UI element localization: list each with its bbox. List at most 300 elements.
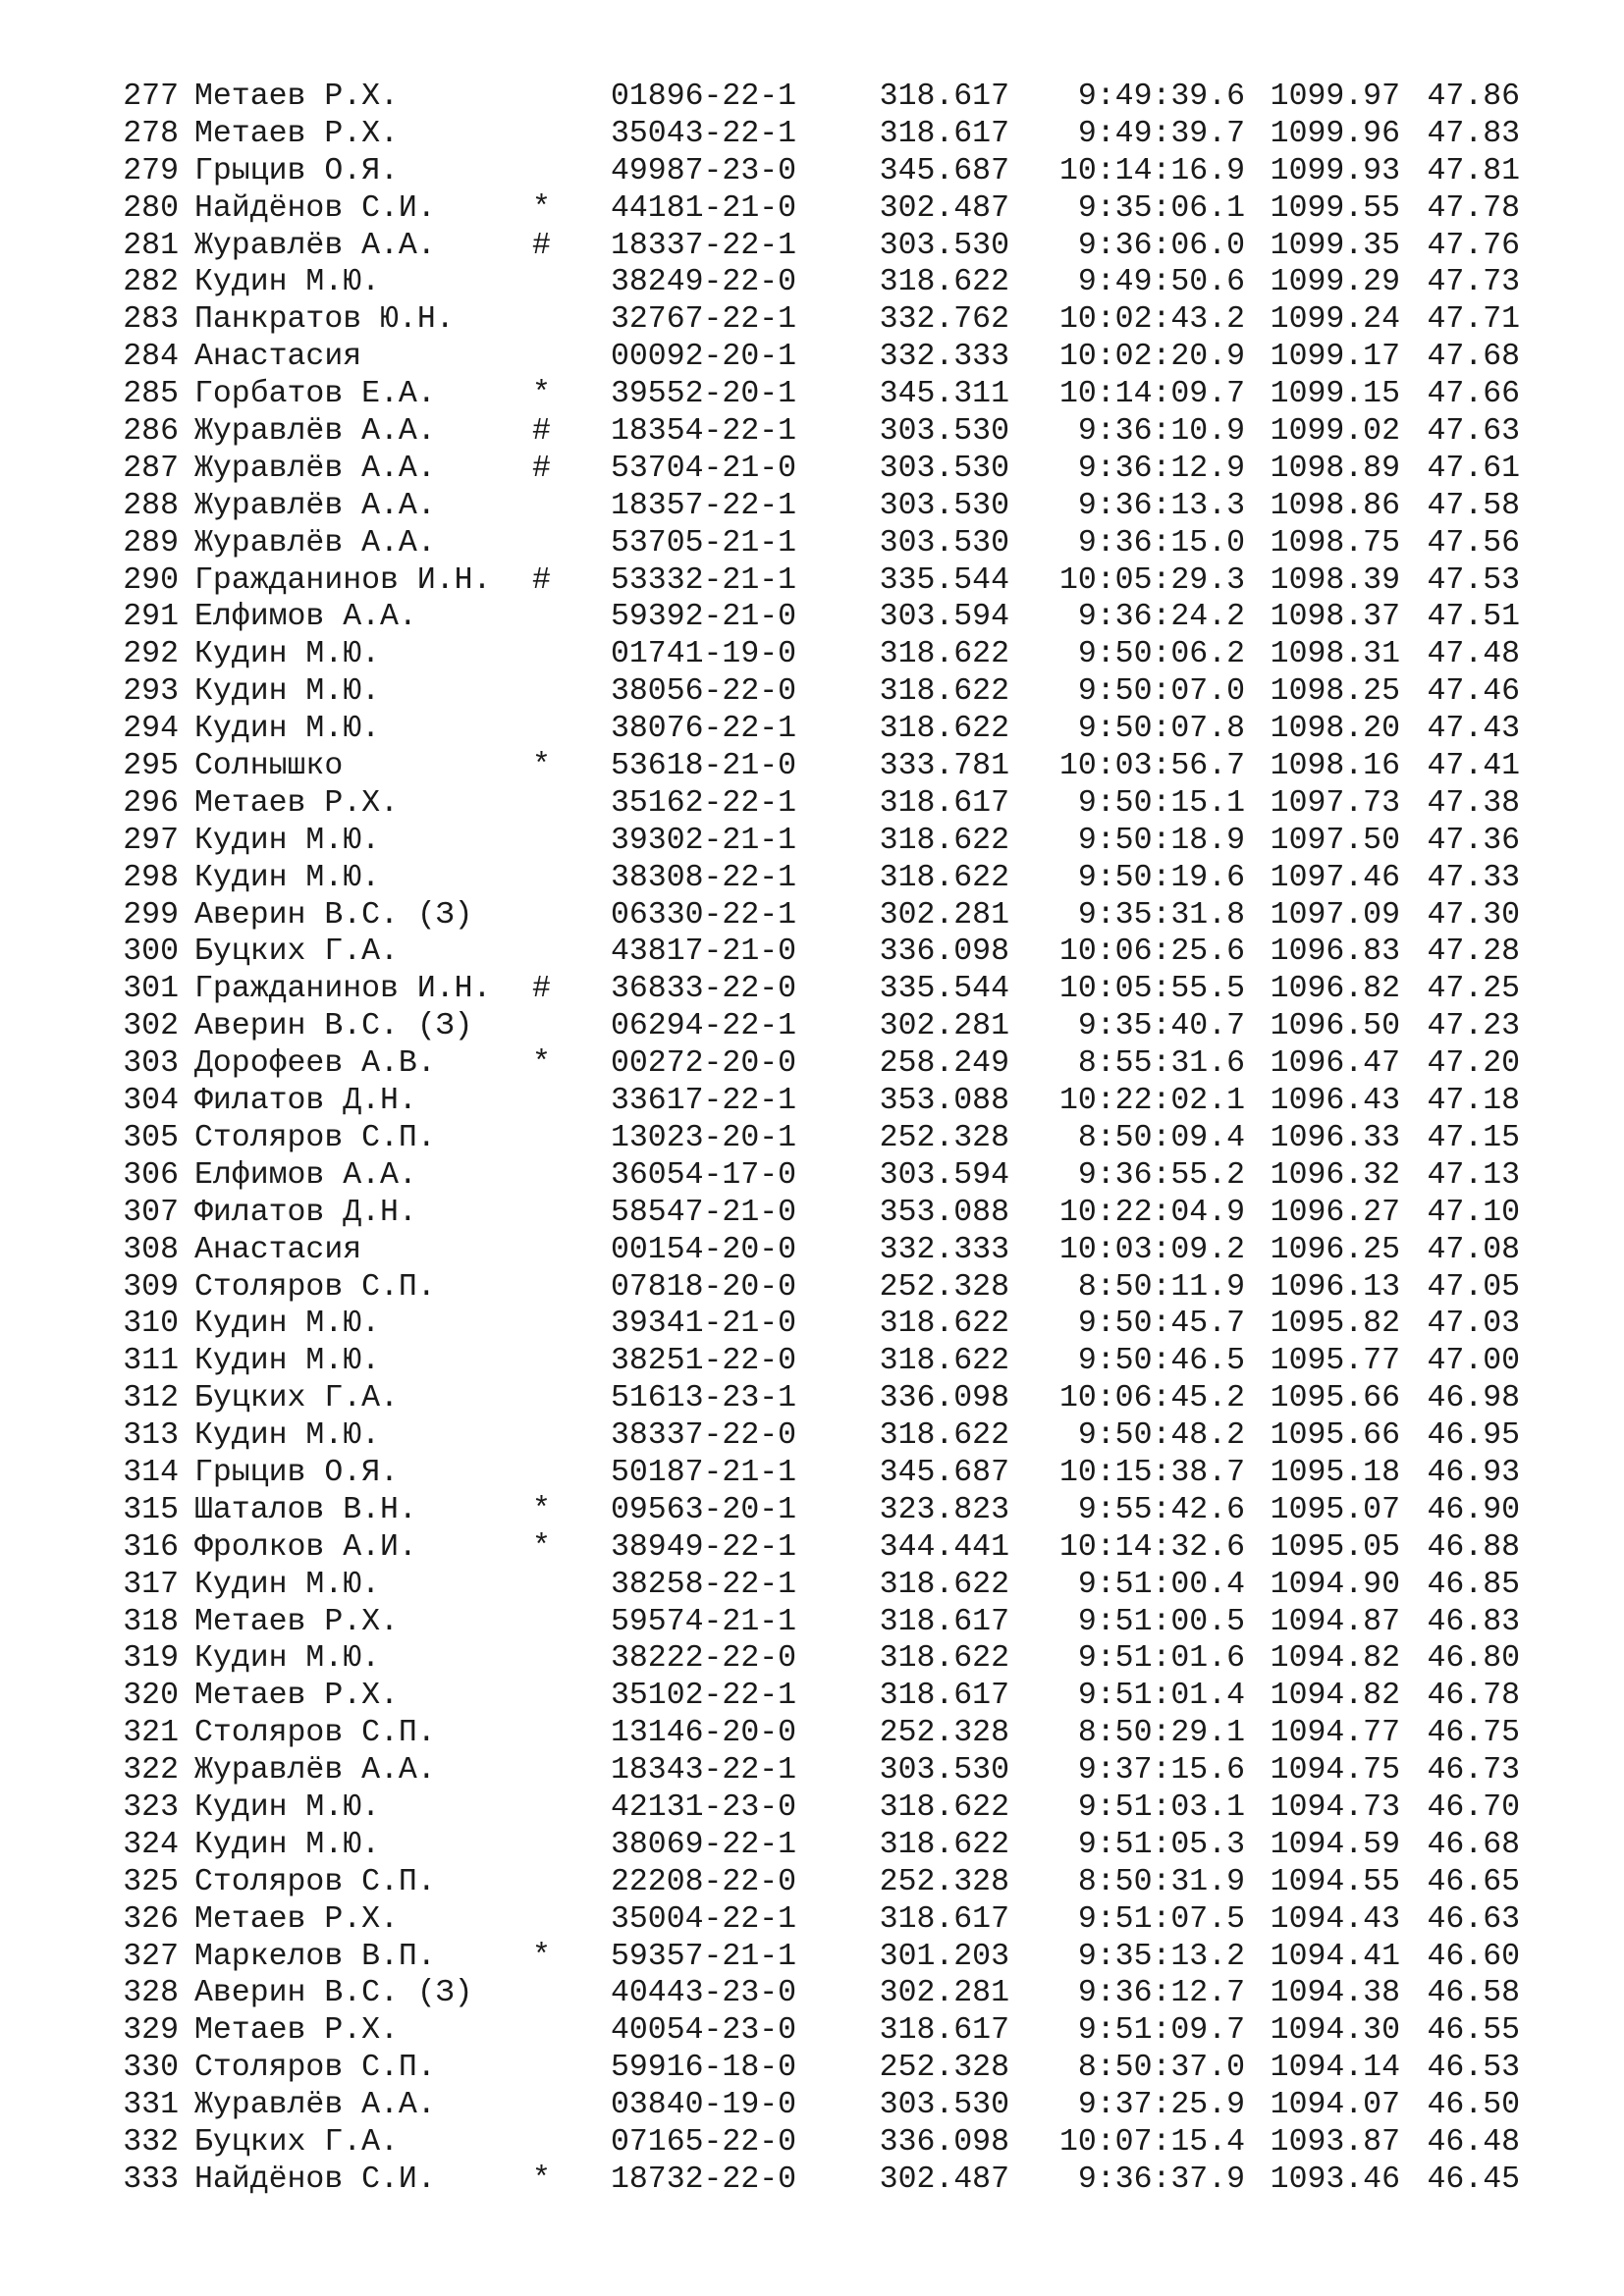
- row-number: 298: [123, 860, 179, 895]
- ring-number: 07818-20-0: [611, 1269, 797, 1305]
- coefficient: 46.50: [1427, 2088, 1520, 2123]
- arrival-time: 9:49:39.6: [1077, 80, 1245, 114]
- fancier-name: Столяров С.П.: [194, 1120, 436, 1155]
- coefficient: 47.43: [1427, 712, 1520, 747]
- status-mark: *: [532, 1939, 551, 1974]
- speed: 1094.82: [1270, 1641, 1400, 1677]
- coefficient: 47.05: [1427, 1269, 1520, 1305]
- fancier-name: Столяров С.П.: [194, 1716, 436, 1751]
- coefficient: 46.45: [1427, 2162, 1520, 2197]
- coefficient: 47.71: [1427, 302, 1520, 338]
- ring-number: 58547-21-0: [611, 1195, 797, 1230]
- fancier-name: Грыцив О.Я.: [194, 153, 399, 188]
- row-number: 306: [123, 1157, 179, 1193]
- coefficient: 46.98: [1427, 1381, 1520, 1416]
- speed: 1096.83: [1270, 934, 1400, 970]
- speed: 1093.46: [1270, 2162, 1400, 2197]
- distance: 335.544: [879, 972, 1009, 1007]
- fancier-name: Кудин М.Ю.: [194, 1344, 381, 1379]
- speed: 1099.15: [1270, 377, 1400, 412]
- row-number: 326: [123, 1901, 179, 1937]
- speed: 1095.05: [1270, 1529, 1400, 1565]
- speed: 1098.31: [1270, 637, 1400, 672]
- ring-number: 40443-23-0: [611, 1976, 797, 2011]
- distance: 318.622: [879, 823, 1009, 858]
- distance: 318.622: [879, 1827, 1009, 1862]
- fancier-name: Журавлёв А.А.: [194, 525, 436, 561]
- status-mark: #: [532, 414, 551, 450]
- distance: 258.249: [879, 1046, 1009, 1082]
- speed: 1098.25: [1270, 674, 1400, 710]
- row-number: 322: [123, 1753, 179, 1789]
- ring-number: 43817-21-0: [611, 934, 797, 970]
- distance: 318.622: [879, 265, 1009, 300]
- distance: 303.530: [879, 1753, 1009, 1789]
- arrival-time: 10:07:15.4: [1058, 2124, 1245, 2160]
- speed: 1095.66: [1270, 1381, 1400, 1416]
- fancier-name: Метаев Р.Х.: [194, 80, 399, 114]
- row-number: 310: [123, 1307, 179, 1342]
- speed: 1094.59: [1270, 1827, 1400, 1862]
- fancier-name: Журавлёв А.А.: [194, 488, 436, 523]
- speed: 1094.43: [1270, 1901, 1400, 1937]
- arrival-time: 10:14:09.7: [1058, 377, 1245, 412]
- speed: 1096.43: [1270, 1084, 1400, 1119]
- fancier-name: Аверин В.С. (З): [194, 1976, 473, 2011]
- arrival-time: 9:36:10.9: [1077, 414, 1245, 450]
- row-number: 278: [123, 116, 179, 151]
- distance: 353.088: [879, 1084, 1009, 1119]
- row-number: 313: [123, 1418, 179, 1454]
- speed: 1099.35: [1270, 228, 1400, 263]
- status-mark: #: [532, 228, 551, 263]
- fancier-name: Аверин В.С. (З): [194, 1009, 473, 1044]
- fancier-name: Метаев Р.Х.: [194, 1901, 399, 1937]
- ring-number: 36833-22-0: [611, 972, 797, 1007]
- fancier-name: Грыцив О.Я.: [194, 1455, 399, 1490]
- arrival-time: 9:50:18.9: [1077, 823, 1245, 858]
- distance: 303.530: [879, 488, 1009, 523]
- fancier-name: Кудин М.Ю.: [194, 674, 381, 710]
- row-number: 325: [123, 1864, 179, 1899]
- arrival-time: 8:50:11.9: [1077, 1269, 1245, 1305]
- speed: 1099.55: [1270, 190, 1400, 226]
- distance: 333.781: [879, 749, 1009, 784]
- arrival-time: 10:06:25.6: [1058, 934, 1245, 970]
- row-number: 314: [123, 1455, 179, 1490]
- distance: 303.530: [879, 525, 1009, 561]
- distance: 303.530: [879, 414, 1009, 450]
- row-number: 321: [123, 1716, 179, 1751]
- distance: 332.333: [879, 1232, 1009, 1267]
- arrival-time: 9:51:01.6: [1077, 1641, 1245, 1677]
- distance: 323.823: [879, 1492, 1009, 1527]
- speed: 1094.82: [1270, 1679, 1400, 1714]
- coefficient: 46.88: [1427, 1529, 1520, 1565]
- ring-number: 00272-20-0: [611, 1046, 797, 1082]
- distance: 318.617: [879, 1604, 1009, 1639]
- speed: 1099.96: [1270, 116, 1400, 151]
- distance: 318.617: [879, 785, 1009, 821]
- speed: 1096.25: [1270, 1232, 1400, 1267]
- coefficient: 47.66: [1427, 377, 1520, 412]
- ring-number: 38337-22-0: [611, 1418, 797, 1454]
- status-mark: #: [532, 451, 551, 486]
- distance: 344.441: [879, 1529, 1009, 1565]
- fancier-name: Журавлёв А.А.: [194, 1753, 436, 1789]
- speed: 1096.27: [1270, 1195, 1400, 1230]
- coefficient: 47.68: [1427, 340, 1520, 375]
- speed: 1096.13: [1270, 1269, 1400, 1305]
- ring-number: 00092-20-1: [611, 340, 797, 375]
- coefficient: 47.18: [1427, 1084, 1520, 1119]
- speed: 1095.07: [1270, 1492, 1400, 1527]
- status-mark: *: [532, 1529, 551, 1565]
- distance: 252.328: [879, 1269, 1009, 1305]
- ring-number: 38056-22-0: [611, 674, 797, 710]
- ring-number: 53332-21-1: [611, 562, 797, 598]
- coefficient: 47.76: [1427, 228, 1520, 263]
- distance: 302.281: [879, 1976, 1009, 2011]
- ring-number: 59574-21-1: [611, 1604, 797, 1639]
- coefficient: 46.80: [1427, 1641, 1520, 1677]
- distance: 303.530: [879, 2088, 1009, 2123]
- coefficient: 47.61: [1427, 451, 1520, 486]
- row-number: 293: [123, 674, 179, 710]
- coefficient: 47.13: [1427, 1157, 1520, 1193]
- fancier-name: Кудин М.Ю.: [194, 265, 381, 300]
- speed: 1098.37: [1270, 600, 1400, 635]
- row-number: 304: [123, 1084, 179, 1119]
- coefficient: 47.78: [1427, 190, 1520, 226]
- row-number: 308: [123, 1232, 179, 1267]
- distance: 318.617: [879, 80, 1009, 114]
- ring-number: 40054-23-0: [611, 2013, 797, 2049]
- row-number: 284: [123, 340, 179, 375]
- coefficient: 46.73: [1427, 1753, 1520, 1789]
- ring-number: 50187-21-1: [611, 1455, 797, 1490]
- arrival-time: 10:05:29.3: [1058, 562, 1245, 598]
- speed: 1095.66: [1270, 1418, 1400, 1454]
- ring-number: 59916-18-0: [611, 2051, 797, 2086]
- arrival-time: 9:50:07.8: [1077, 712, 1245, 747]
- distance: 252.328: [879, 1864, 1009, 1899]
- fancier-name: Гражданинов И.Н.: [194, 972, 492, 1007]
- speed: 1099.93: [1270, 153, 1400, 188]
- row-number: 315: [123, 1492, 179, 1527]
- coefficient: 46.58: [1427, 1976, 1520, 2011]
- coefficient: 46.93: [1427, 1455, 1520, 1490]
- fancier-name: Солнышко: [194, 749, 344, 784]
- fancier-name: Филатов Д.Н.: [194, 1195, 417, 1230]
- arrival-time: 9:50:19.6: [1077, 860, 1245, 895]
- coefficient: 47.28: [1427, 934, 1520, 970]
- row-number: 277: [123, 80, 179, 114]
- fancier-name: Анастасия: [194, 1232, 362, 1267]
- speed: 1099.17: [1270, 340, 1400, 375]
- arrival-time: 10:03:09.2: [1058, 1232, 1245, 1267]
- fancier-name: Кудин М.Ю.: [194, 1567, 381, 1602]
- ring-number: 33617-22-1: [611, 1084, 797, 1119]
- ring-number: 53705-21-1: [611, 525, 797, 561]
- speed: 1099.29: [1270, 265, 1400, 300]
- ring-number: 38258-22-1: [611, 1567, 797, 1602]
- distance: 318.622: [879, 1344, 1009, 1379]
- speed: 1094.77: [1270, 1716, 1400, 1751]
- fancier-name: Анастасия: [194, 340, 362, 375]
- speed: 1094.41: [1270, 1939, 1400, 1974]
- fancier-name: Буцких Г.А.: [194, 1381, 399, 1416]
- speed: 1095.18: [1270, 1455, 1400, 1490]
- arrival-time: 9:35:13.2: [1077, 1939, 1245, 1974]
- speed: 1098.86: [1270, 488, 1400, 523]
- coefficient: 47.81: [1427, 153, 1520, 188]
- distance: 336.098: [879, 2124, 1009, 2160]
- distance: 318.622: [879, 674, 1009, 710]
- ring-number: 44181-21-0: [611, 190, 797, 226]
- row-number: 309: [123, 1269, 179, 1305]
- fancier-name: Журавлёв А.А.: [194, 2088, 436, 2123]
- arrival-time: 10:15:38.7: [1058, 1455, 1245, 1490]
- ring-number: 00154-20-0: [611, 1232, 797, 1267]
- coefficient: 47.41: [1427, 749, 1520, 784]
- ring-number: 53618-21-0: [611, 749, 797, 784]
- row-number: 285: [123, 377, 179, 412]
- row-number: 327: [123, 1939, 179, 1974]
- ring-number: 42131-23-0: [611, 1789, 797, 1825]
- speed: 1095.82: [1270, 1307, 1400, 1342]
- arrival-time: 9:51:03.1: [1077, 1789, 1245, 1825]
- fancier-name: Горбатов Е.А.: [194, 377, 436, 412]
- coefficient: 47.23: [1427, 1009, 1520, 1044]
- row-number: 299: [123, 897, 179, 933]
- coefficient: 46.65: [1427, 1864, 1520, 1899]
- distance: 345.687: [879, 1455, 1009, 1490]
- ring-number: 38222-22-0: [611, 1641, 797, 1677]
- row-number: 305: [123, 1120, 179, 1155]
- fancier-name: Журавлёв А.А.: [194, 414, 436, 450]
- distance: 302.281: [879, 1009, 1009, 1044]
- arrival-time: 9:51:00.5: [1077, 1604, 1245, 1639]
- row-number: 290: [123, 562, 179, 598]
- row-number: 301: [123, 972, 179, 1007]
- arrival-time: 9:37:15.6: [1077, 1753, 1245, 1789]
- speed: 1094.75: [1270, 1753, 1400, 1789]
- ring-number: 18354-22-1: [611, 414, 797, 450]
- fancier-name: Кудин М.Ю.: [194, 1418, 381, 1454]
- coefficient: 47.83: [1427, 116, 1520, 151]
- fancier-name: Гражданинов И.Н.: [194, 562, 492, 598]
- fancier-name: Столяров С.П.: [194, 1269, 436, 1305]
- row-number: 288: [123, 488, 179, 523]
- status-mark: #: [532, 972, 551, 1007]
- fancier-name: Шаталов В.Н.: [194, 1492, 417, 1527]
- coefficient: 46.53: [1427, 2051, 1520, 2086]
- arrival-time: 9:36:12.7: [1077, 1976, 1245, 2011]
- arrival-time: 8:55:31.6: [1077, 1046, 1245, 1082]
- speed: 1096.33: [1270, 1120, 1400, 1155]
- speed: 1098.75: [1270, 525, 1400, 561]
- distance: 302.281: [879, 897, 1009, 933]
- row-number: 296: [123, 785, 179, 821]
- arrival-time: 10:03:56.7: [1058, 749, 1245, 784]
- arrival-time: 9:36:13.3: [1077, 488, 1245, 523]
- status-mark: *: [532, 190, 551, 226]
- arrival-time: 10:06:45.2: [1058, 1381, 1245, 1416]
- speed: 1094.38: [1270, 1976, 1400, 2011]
- speed: 1099.97: [1270, 80, 1400, 114]
- speed: 1096.50: [1270, 1009, 1400, 1044]
- distance: 336.098: [879, 1381, 1009, 1416]
- distance: 318.622: [879, 1567, 1009, 1602]
- speed: 1094.07: [1270, 2088, 1400, 2123]
- distance: 318.617: [879, 1901, 1009, 1937]
- row-number: 320: [123, 1679, 179, 1714]
- speed: 1099.02: [1270, 414, 1400, 450]
- ring-number: 07165-22-0: [611, 2124, 797, 2160]
- distance: 332.333: [879, 340, 1009, 375]
- coefficient: 47.51: [1427, 600, 1520, 635]
- fancier-name: Метаев Р.Х.: [194, 1604, 399, 1639]
- speed: 1095.77: [1270, 1344, 1400, 1379]
- ring-number: 38251-22-0: [611, 1344, 797, 1379]
- ring-number: 01741-19-0: [611, 637, 797, 672]
- arrival-time: 9:36:06.0: [1077, 228, 1245, 263]
- arrival-time: 9:50:15.1: [1077, 785, 1245, 821]
- fancier-name: Найдёнов С.И.: [194, 2162, 436, 2197]
- arrival-time: 9:51:07.5: [1077, 1901, 1245, 1937]
- coefficient: 46.55: [1427, 2013, 1520, 2049]
- arrival-time: 9:36:24.2: [1077, 600, 1245, 635]
- arrival-time: 8:50:31.9: [1077, 1864, 1245, 1899]
- speed: 1097.46: [1270, 860, 1400, 895]
- ring-number: 39341-21-0: [611, 1307, 797, 1342]
- coefficient: 47.38: [1427, 785, 1520, 821]
- row-number: 286: [123, 414, 179, 450]
- distance: 302.487: [879, 2162, 1009, 2197]
- distance: 336.098: [879, 934, 1009, 970]
- ring-number: 18337-22-1: [611, 228, 797, 263]
- ring-number: 49987-23-0: [611, 153, 797, 188]
- ring-number: 59357-21-1: [611, 1939, 797, 1974]
- coefficient: 47.00: [1427, 1344, 1520, 1379]
- ring-number: 35043-22-1: [611, 116, 797, 151]
- coefficient: 46.63: [1427, 1901, 1520, 1937]
- fancier-name: Столяров С.П.: [194, 1864, 436, 1899]
- fancier-name: Филатов Д.Н.: [194, 1084, 417, 1119]
- row-number: 302: [123, 1009, 179, 1044]
- row-number: 318: [123, 1604, 179, 1639]
- fancier-name: Найдёнов С.И.: [194, 190, 436, 226]
- ring-number: 22208-22-0: [611, 1864, 797, 1899]
- fancier-name: Метаев Р.Х.: [194, 1679, 399, 1714]
- coefficient: 47.58: [1427, 488, 1520, 523]
- coefficient: 46.83: [1427, 1604, 1520, 1639]
- fancier-name: Столяров С.П.: [194, 2051, 436, 2086]
- arrival-time: 8:50:29.1: [1077, 1716, 1245, 1751]
- distance: 332.762: [879, 302, 1009, 338]
- fancier-name: Кудин М.Ю.: [194, 1789, 381, 1825]
- fancier-name: Кудин М.Ю.: [194, 712, 381, 747]
- ring-number: 38249-22-0: [611, 265, 797, 300]
- speed: 1096.82: [1270, 972, 1400, 1007]
- arrival-time: 8:50:09.4: [1077, 1120, 1245, 1155]
- arrival-time: 9:50:46.5: [1077, 1344, 1245, 1379]
- coefficient: 47.15: [1427, 1120, 1520, 1155]
- arrival-time: 9:51:05.3: [1077, 1827, 1245, 1862]
- arrival-time: 9:49:50.6: [1077, 265, 1245, 300]
- distance: 318.622: [879, 1789, 1009, 1825]
- fancier-name: Кудин М.Ю.: [194, 637, 381, 672]
- speed: 1096.32: [1270, 1157, 1400, 1193]
- fancier-name: Буцких Г.А.: [194, 934, 399, 970]
- coefficient: 47.86: [1427, 80, 1520, 114]
- speed: 1097.09: [1270, 897, 1400, 933]
- fancier-name: Дорофеев А.В.: [194, 1046, 436, 1082]
- status-mark: *: [532, 1046, 551, 1082]
- coefficient: 47.63: [1427, 414, 1520, 450]
- row-number: 295: [123, 749, 179, 784]
- coefficient: 47.25: [1427, 972, 1520, 1007]
- ring-number: 03840-19-0: [611, 2088, 797, 2123]
- ring-number: 06294-22-1: [611, 1009, 797, 1044]
- distance: 318.617: [879, 1679, 1009, 1714]
- coefficient: 47.03: [1427, 1307, 1520, 1342]
- ring-number: 01896-22-1: [611, 80, 797, 114]
- distance: 335.544: [879, 562, 1009, 598]
- ring-number: 38069-22-1: [611, 1827, 797, 1862]
- speed: 1097.73: [1270, 785, 1400, 821]
- ring-number: 39302-21-1: [611, 823, 797, 858]
- fancier-name: Аверин В.С. (З): [194, 897, 473, 933]
- ring-number: 39552-20-1: [611, 377, 797, 412]
- distance: 303.594: [879, 1157, 1009, 1193]
- distance: 318.617: [879, 116, 1009, 151]
- row-number: 303: [123, 1046, 179, 1082]
- row-number: 292: [123, 637, 179, 672]
- coefficient: 46.90: [1427, 1492, 1520, 1527]
- arrival-time: 9:36:12.9: [1077, 451, 1245, 486]
- row-number: 319: [123, 1641, 179, 1677]
- arrival-time: 9:36:55.2: [1077, 1157, 1245, 1193]
- speed: 1094.90: [1270, 1567, 1400, 1602]
- distance: 252.328: [879, 2051, 1009, 2086]
- row-number: 307: [123, 1195, 179, 1230]
- status-mark: *: [532, 2162, 551, 2197]
- distance: 318.622: [879, 1418, 1009, 1454]
- coefficient: 46.95: [1427, 1418, 1520, 1454]
- distance: 318.622: [879, 1641, 1009, 1677]
- ring-number: 06330-22-1: [611, 897, 797, 933]
- fancier-name: Журавлёв А.А.: [194, 451, 436, 486]
- distance: 353.088: [879, 1195, 1009, 1230]
- distance: 318.622: [879, 637, 1009, 672]
- row-number: 331: [123, 2088, 179, 2123]
- speed: 1098.89: [1270, 451, 1400, 486]
- ring-number: 13023-20-1: [611, 1120, 797, 1155]
- fancier-name: Кудин М.Ю.: [194, 860, 381, 895]
- fancier-name: Журавлёв А.А.: [194, 228, 436, 263]
- fancier-name: Маркелов В.П.: [194, 1939, 436, 1974]
- arrival-time: 9:50:06.2: [1077, 637, 1245, 672]
- row-number: 328: [123, 1976, 179, 2011]
- row-number: 280: [123, 190, 179, 226]
- ring-number: 18343-22-1: [611, 1753, 797, 1789]
- ring-number: 59392-21-0: [611, 600, 797, 635]
- ring-number: 35102-22-1: [611, 1679, 797, 1714]
- row-number: 287: [123, 451, 179, 486]
- ring-number: 35004-22-1: [611, 1901, 797, 1937]
